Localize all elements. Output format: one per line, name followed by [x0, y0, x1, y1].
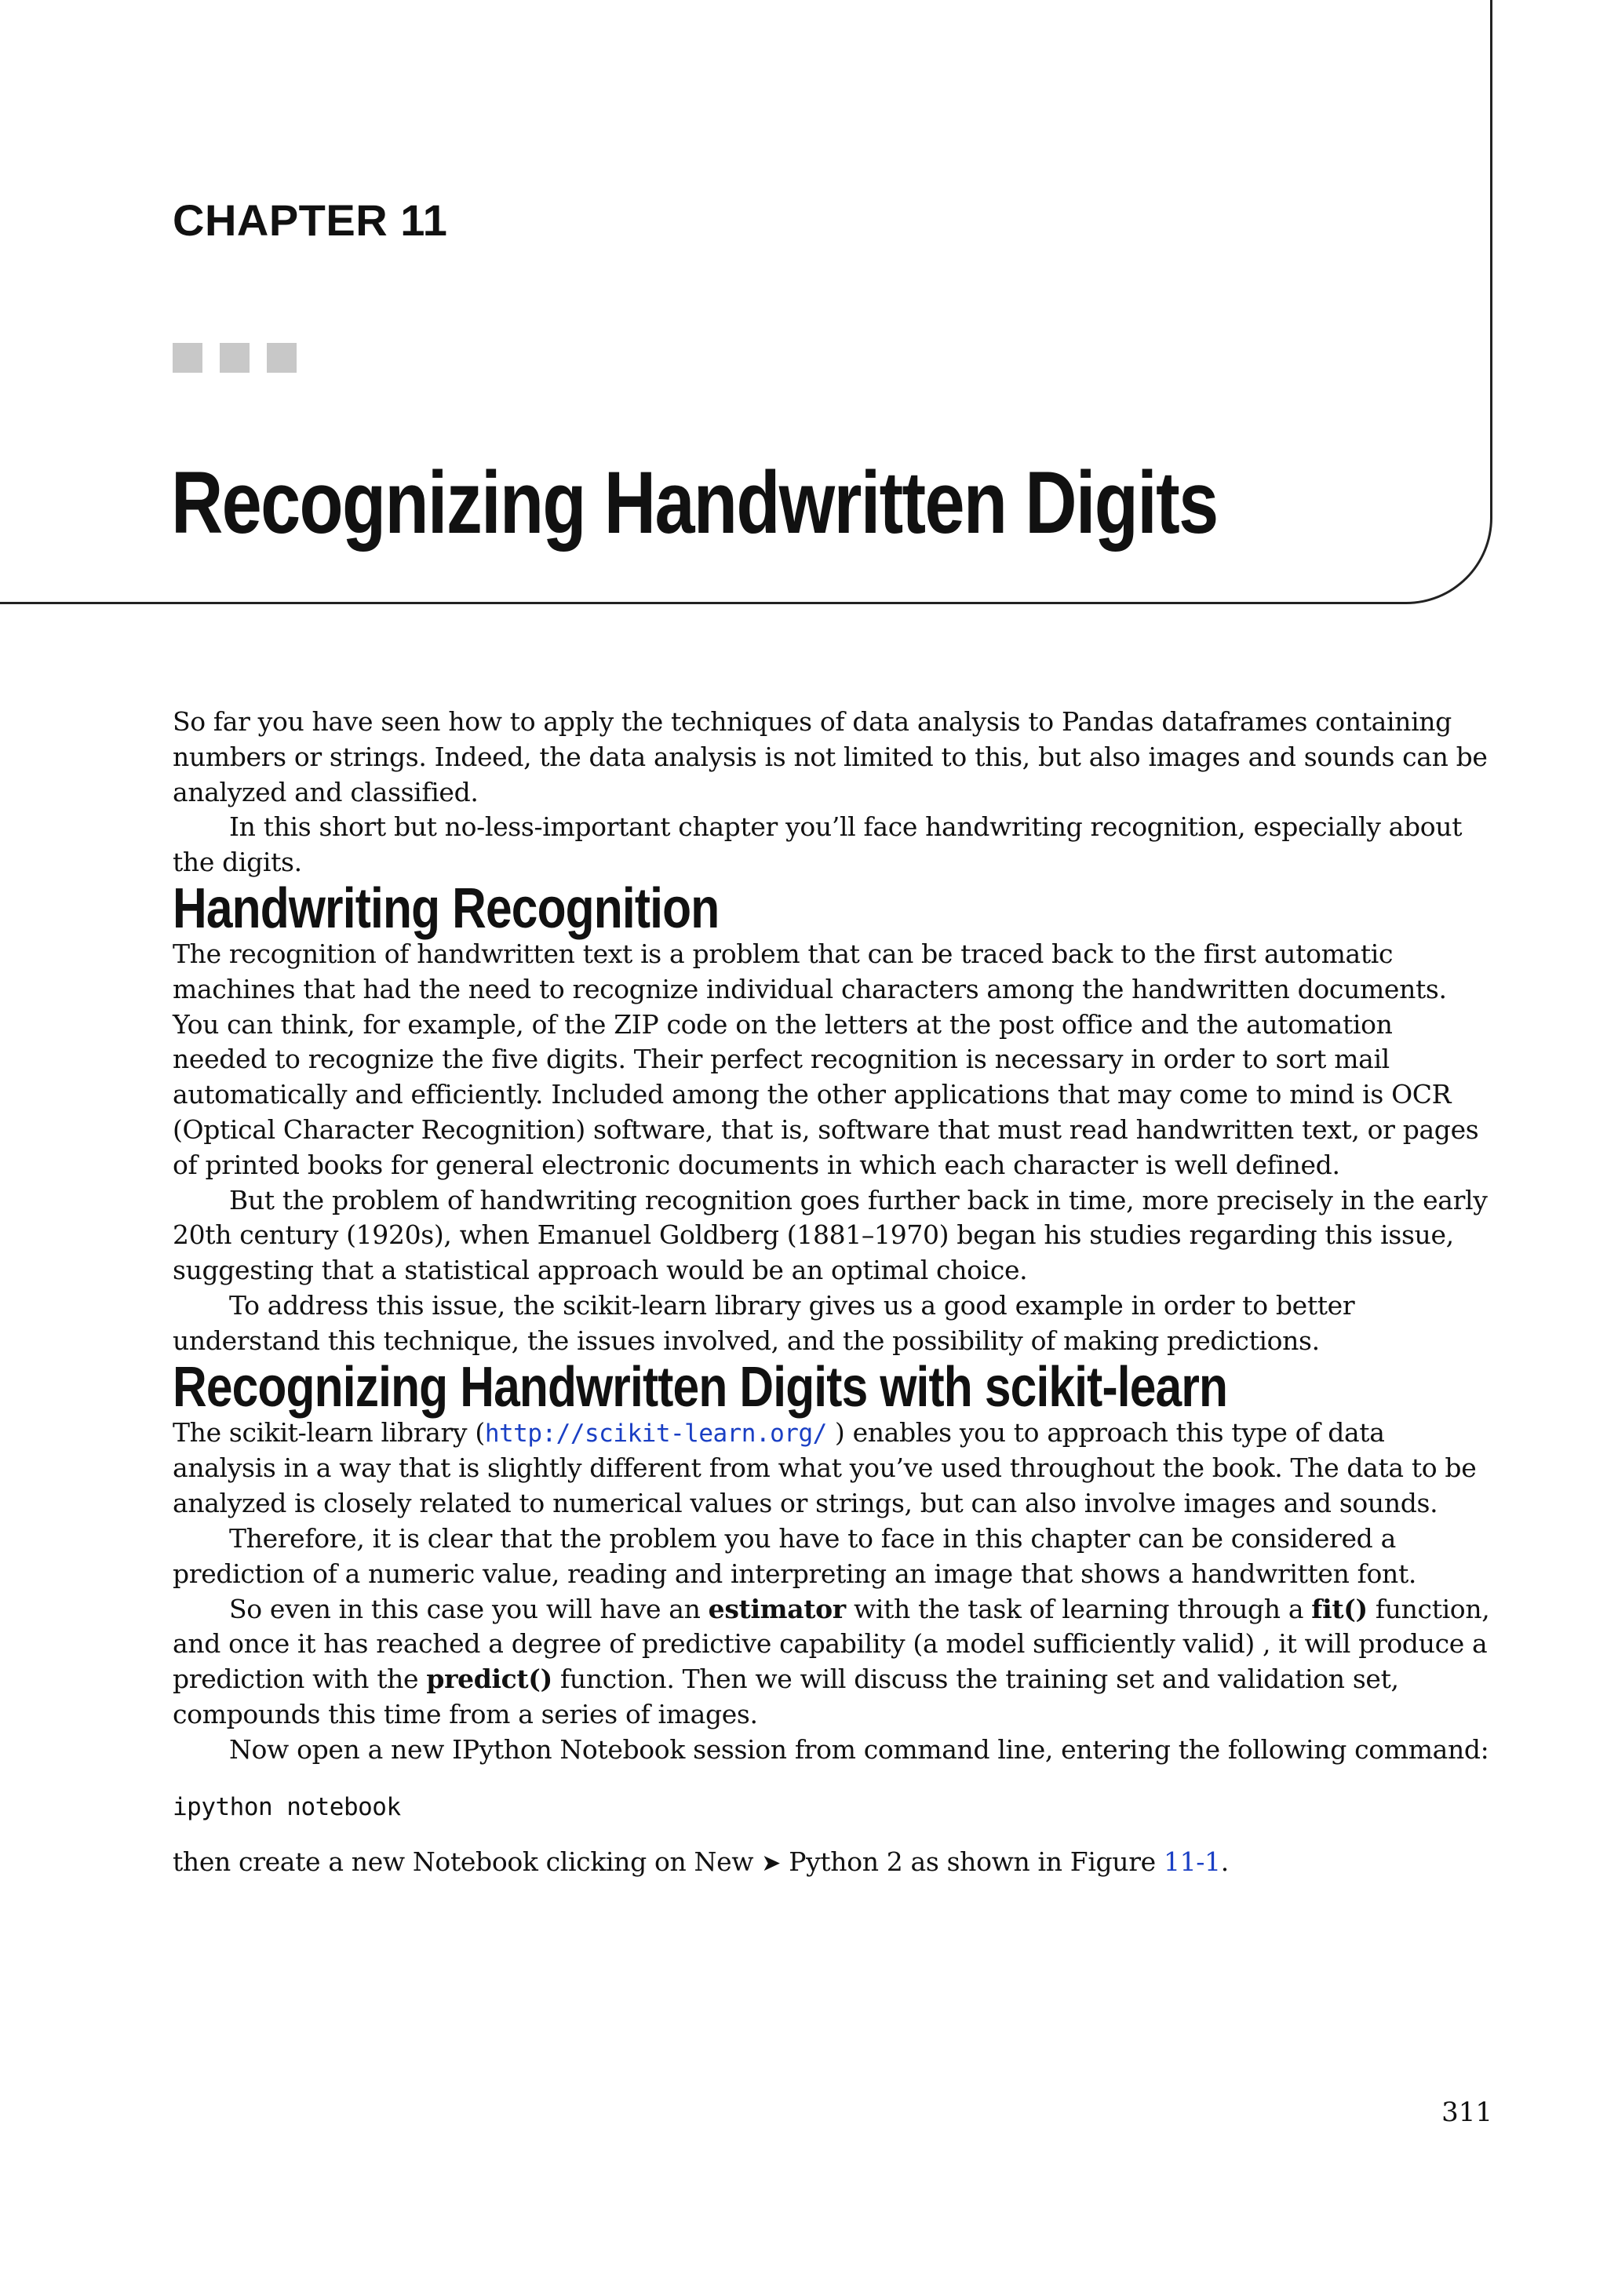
- text-span: function, and once it has reached a degree of predictive capability (a model sufficiently valid) , it will produce a prediction with the: [173, 1593, 1490, 1695]
- text-span: function. Then we will discuss the training set and validation set, compounds this time from a series of images.: [173, 1664, 1399, 1729]
- square-icon: [267, 343, 297, 373]
- section2-paragraph-3: [173, 1592, 1491, 1733]
- intro-paragraph-2: In this short but no-less-important chapter you’ll face handwriting recognition, especially about the digits.: [173, 811, 1463, 878]
- section-heading-handwriting-recognition: Handwriting Recognition: [173, 876, 720, 940]
- section1-paragraph-2: But the problem of handwriting recognition goes further back in time, more precisely in the early 20th century (1920s), when Emanuel Goldberg (1881–1970) began his studies regarding this issue, suggesting that a statistical approach would be an optimal choice.: [173, 1184, 1488, 1286]
- section2-paragraph-1: [173, 1416, 1491, 1522]
- section2-paragraph-2: Therefore, it is clear that the problem you have to face in this chapter can be considered a prediction of a numeric value, reading and interpreting an image that shows a handwritten font.: [173, 1522, 1416, 1589]
- text-span: So even in this case you will have an: [229, 1593, 709, 1624]
- chapter-body: [173, 705, 1491, 1881]
- page-number: 311: [1441, 2097, 1492, 2128]
- code-command: ipython notebook: [173, 1792, 401, 1821]
- section1-paragraph-3: To address this issue, the scikit-learn library gives us a good example in order to better understand this technique, the issues involved, and the possibility of making predictions.: [173, 1289, 1355, 1356]
- chapter-label: CHAPTER 11: [173, 195, 448, 245]
- scikit-learn-link[interactable]: http://scikit-learn.org/: [484, 1419, 827, 1448]
- section2-paragraph-5: [173, 1845, 1491, 1882]
- section-heading-scikit-learn: Recognizing Handwritten Digits with scikit-learn: [173, 1355, 1228, 1419]
- text-span: The scikit-learn library (: [173, 1416, 485, 1448]
- intro-paragraph-1: So far you have seen how to apply the techniques of data analysis to Pandas dataframes containing numbers or strings. Indeed, the data analysis is not limited to this, but also images and sounds can be analyzed and classified.: [173, 706, 1488, 807]
- square-icon: [173, 343, 202, 373]
- menu-arrow-icon: ➤: [761, 1849, 782, 1877]
- term-estimator: estimator: [708, 1593, 846, 1624]
- text-span: ) enables you to approach this type of data analysis in a way that is slightly different from what you’ve used throughout the book. The data to be analyzed is closely related to numerical values or strings, but can also involve images and sounds.: [173, 1416, 1477, 1519]
- text-span: then create a new Notebook clicking on New: [173, 1846, 762, 1877]
- figure-reference-link[interactable]: 11-1: [1163, 1846, 1221, 1877]
- decorative-squares: [173, 343, 297, 373]
- section1-paragraph-1: The recognition of handwritten text is a problem that can be traced back to the first automatic machines that had the need to recognize individual characters among the handwritten documents. You can think, for example, of the ZIP code on the letters at the post office and the automation needed to recognize the five digits. Their perfect recognition is necessary in order to sort mail automatically and efficiently. Included among the other applications that may come to mind is OCR (Optical Character Recognition) software, that is, software that must read handwritten text, or pages of printed books for general electronic documents in which each character is well defined.: [173, 938, 1479, 1180]
- term-predict: predict(): [426, 1664, 552, 1695]
- text-span: with the task of learning through a: [845, 1593, 1312, 1624]
- term-fit: fit(): [1311, 1593, 1368, 1624]
- text-span: Python 2 as shown in Figure: [781, 1846, 1164, 1877]
- text-span: .: [1220, 1846, 1229, 1877]
- chapter-title: Recognizing Handwritten Digits: [171, 454, 1218, 552]
- square-icon: [220, 343, 250, 373]
- section2-paragraph-4: Now open a new IPython Notebook session from command line, entering the following command:: [229, 1733, 1489, 1765]
